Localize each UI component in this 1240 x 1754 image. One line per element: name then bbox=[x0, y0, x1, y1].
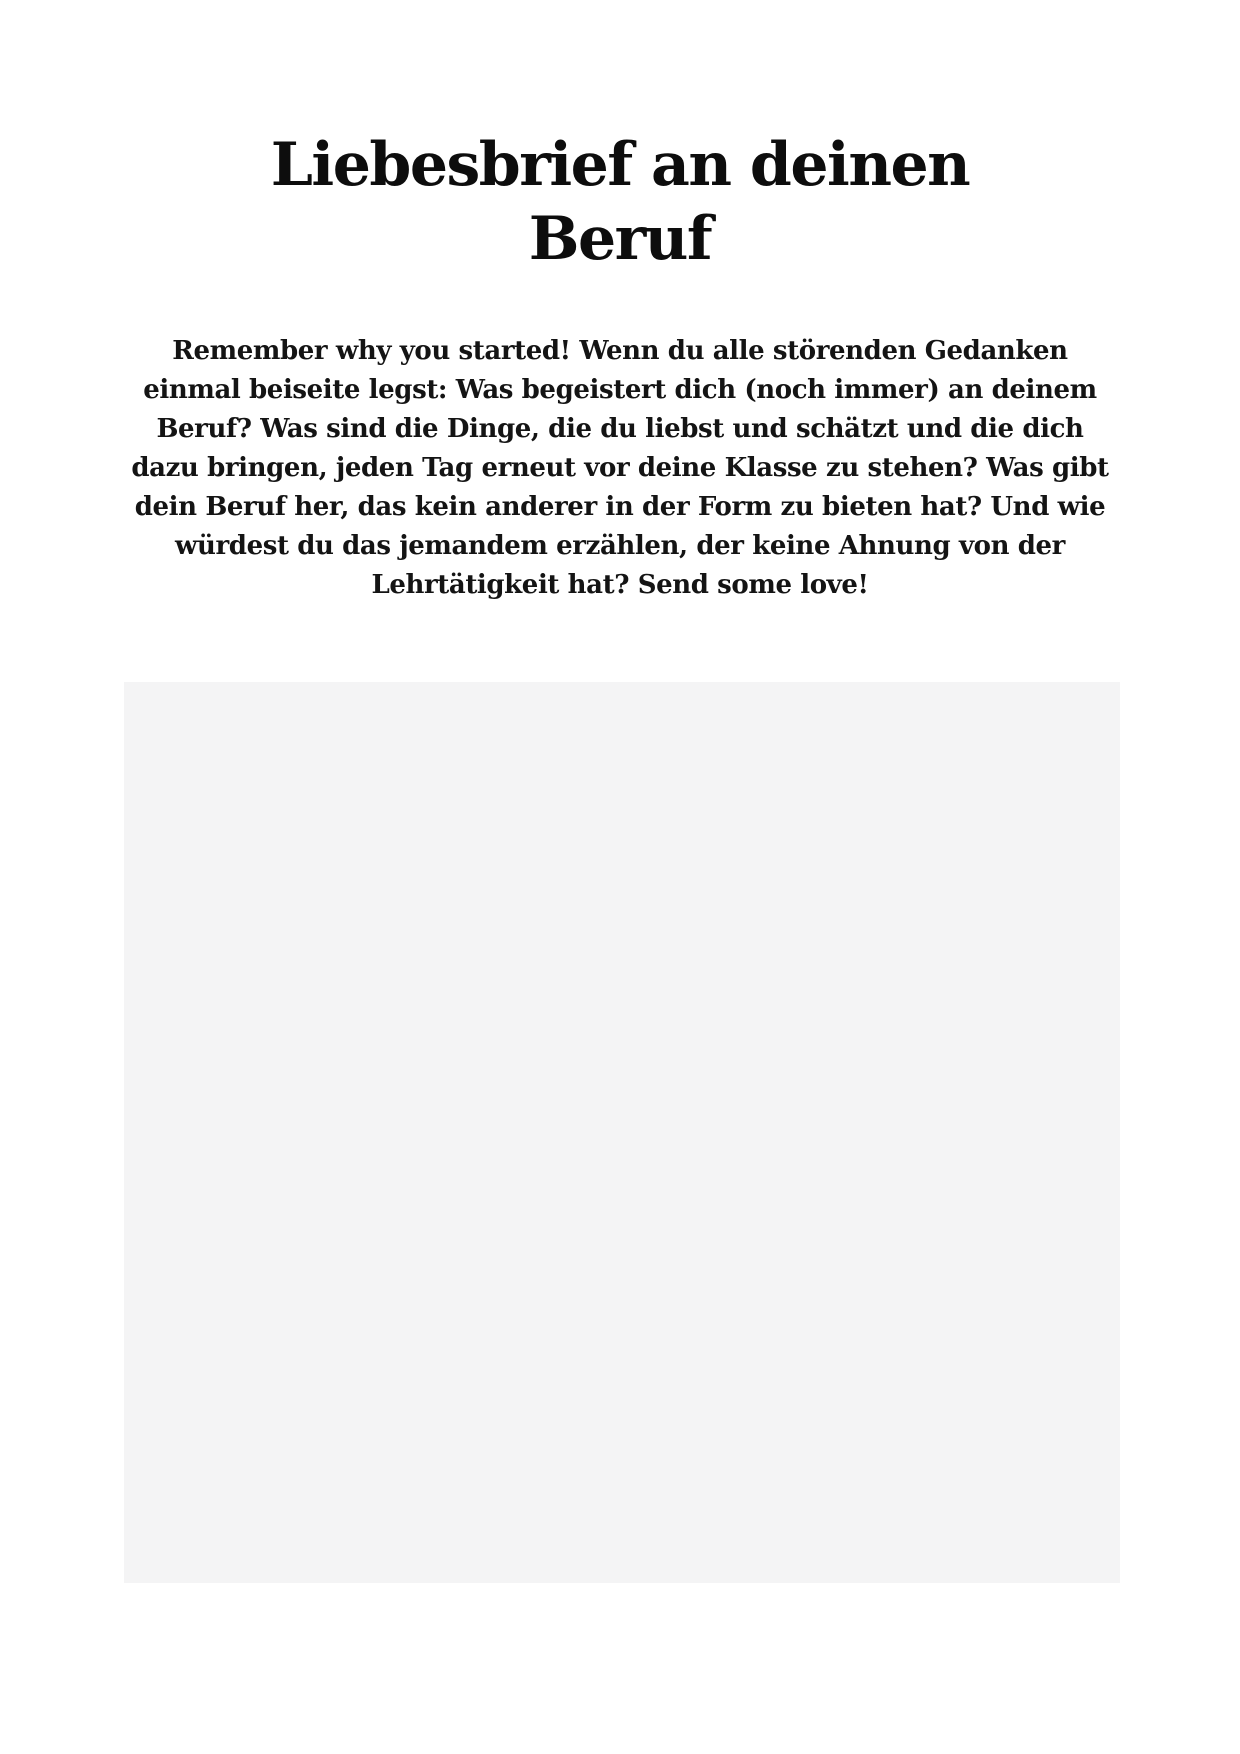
title-line-1: Liebesbrief an deinen bbox=[270, 130, 970, 200]
page-title bbox=[270, 128, 970, 276]
letter-writing-area[interactable] bbox=[124, 682, 1120, 1583]
prompt-text: Remember why you started! Wenn du alle störenden Gedanken einmal beiseite legst: Was begeistert dich (noch immer) an deinem Beruf? Was sind die Dinge, die du liebst und schätzt und die dich dazu bringen, jeden Tag erneut vor deine Klasse zu stehen? Was gibt dein Beruf her, das kein anderer in der Form zu bieten hat? Und wie würdest du das jemandem erzählen, der keine Ahnung von der Lehrtätigkeit hat? Send some love! bbox=[131, 336, 1109, 600]
title-line-2: Beruf bbox=[528, 204, 712, 274]
